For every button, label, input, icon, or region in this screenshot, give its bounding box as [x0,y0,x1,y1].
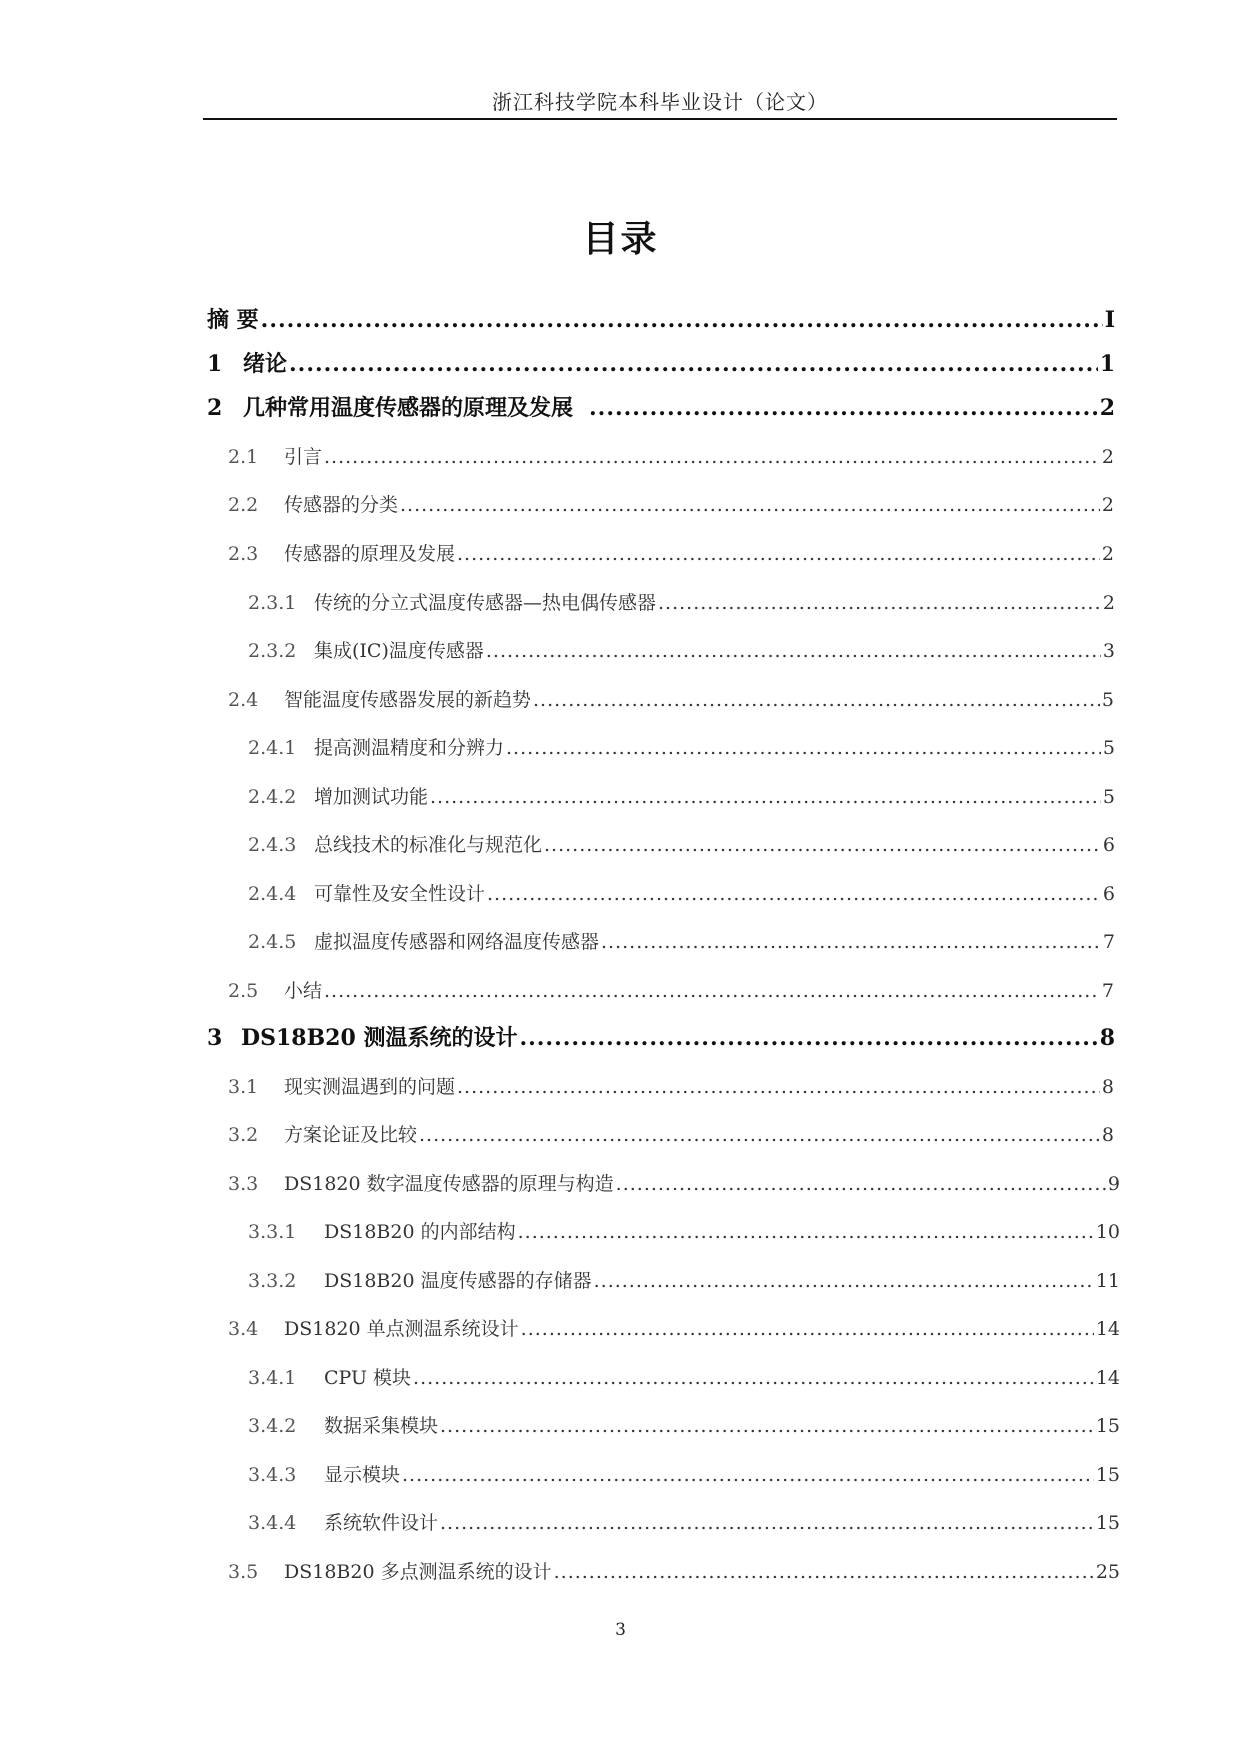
toc-entry-page: 2 [1101,446,1114,468]
toc-entry-number: 2.3.1 [248,592,297,614]
toc-entry-number: 2.3.2 [248,640,297,662]
toc-entry-page: 5 [1102,786,1115,808]
toc-entry[interactable] [248,829,1115,861]
toc-leader-dots [616,1168,1106,1200]
toc-leader-dots [261,304,1103,336]
toc-entry[interactable] [207,392,1115,424]
toc-entry-title: 传统的分立式温度传感器—热电偶传感器 [314,592,657,614]
toc-entry-title: 虚拟温度传感器和网络温度传感器 [314,931,600,953]
toc-entry-title: 集成(IC)温度传感器 [314,640,484,662]
toc-entry-page: 14 [1095,1318,1120,1340]
toc-leader-dots [487,878,1101,910]
toc-entry-title: DS18B20 测温系统的设计 [241,1025,518,1051]
toc-entry-page: 2 [1101,494,1114,516]
toc-entry-title: 小结 [284,980,323,1002]
toc-leader-dots [402,1459,1094,1491]
toc-leader-dots [506,732,1101,764]
toc-entry[interactable] [228,1313,1120,1345]
toc-entry-page: 6 [1102,834,1115,856]
toc-entry-page: 15 [1095,1512,1120,1534]
toc-entry-number: 3.5 [228,1561,259,1583]
toc-entry-page: 5 [1101,689,1114,711]
toc-leader-dots [440,1507,1094,1539]
toc-entry-number: 3.4.3 [248,1464,297,1486]
toc-entry[interactable] [207,348,1115,380]
toc-entry-title: 显示模块 [324,1464,401,1486]
toc-entry[interactable] [248,1410,1120,1442]
toc-entry-title: 提高测温精度和分辨力 [314,737,505,759]
toc-entry-title: 现实测温遇到的问题 [284,1076,456,1098]
toc-entry-number: 2.4.1 [248,737,297,759]
toc-entry-number: 2.3 [228,543,259,565]
toc-leader-dots [457,1071,1100,1103]
toc-entry-title: DS18B20 的内部结构 [324,1221,516,1243]
toc-entry-page: 1 [1099,351,1115,377]
running-header: 浙江科技学院本科毕业设计（论文） [492,90,828,114]
toc-entry-page: 8 [1101,1124,1114,1146]
toc-entry-title: 传感器的分类 [284,494,399,516]
toc-entry-page: 11 [1095,1270,1120,1292]
toc-leader-dots [544,829,1101,861]
toc-entry-number: 3.4 [228,1318,259,1340]
toc-entry-number: 摘 要 [207,307,259,333]
toc-entry[interactable] [248,1362,1120,1394]
toc-title: 目录 [582,218,659,260]
toc-entry-title: DS1820 单点测温系统设计 [284,1318,519,1340]
toc-entry-number: 3.2 [228,1124,259,1146]
toc-entry-number: 2 [207,395,223,421]
toc-entry-number: 2.5 [228,980,259,1002]
toc-leader-dots [658,587,1101,619]
toc-entry-page: 3 [1102,640,1115,662]
toc-entry-title: 传感器的原理及发展 [284,543,456,565]
toc-entry-number: 3.4.2 [248,1415,297,1437]
toc-entry-title: 数据采集模块 [324,1415,439,1437]
toc-entry-title: DS1820 数字温度传感器的原理与构造 [284,1173,614,1195]
toc-entry[interactable] [248,1459,1120,1491]
toc-leader-dots [413,1362,1094,1394]
toc-entry-number: 2.4.2 [248,786,297,808]
toc-entry-title: DS18B20 多点测温系统的设计 [284,1561,552,1583]
toc-leader-dots [457,538,1100,570]
toc-entry-number: 3.3 [228,1173,259,1195]
toc-leader-dots [589,392,1098,424]
toc-entry-title: 几种常用温度传感器的原理及发展 [243,395,574,421]
toc-entry-number: 2.4.3 [248,834,297,856]
toc-entry-number: 3.1 [228,1076,259,1098]
toc-entry-page: 9 [1107,1173,1120,1195]
toc-entry[interactable] [228,1168,1120,1200]
toc-entry-page: 7 [1101,980,1114,1002]
toc-entry-title: DS18B20 温度传感器的存储器 [324,1270,592,1292]
toc-entry[interactable] [248,1265,1120,1297]
toc-entry[interactable] [248,926,1115,958]
toc-entry-title: 总线技术的标准化与规范化 [314,834,543,856]
toc-leader-dots [324,975,1100,1007]
toc-entry-number: 2.4.4 [248,883,297,905]
toc-entry[interactable] [228,684,1114,716]
toc-leader-dots [601,926,1101,958]
toc-entry[interactable] [228,489,1114,521]
toc-leader-dots [518,1216,1094,1248]
toc-entry-number: 3.3.1 [248,1221,297,1243]
toc-entry[interactable] [228,1071,1114,1103]
toc-leader-dots [440,1410,1094,1442]
toc-entry-number: 2.4.5 [248,931,297,953]
toc-entry-page: 8 [1101,1076,1114,1098]
toc-entry-number: 1 [207,351,223,377]
toc-entry-page: 6 [1102,883,1115,905]
toc-leader-dots [400,489,1100,521]
toc-entry-title: 方案论证及比较 [284,1124,418,1146]
toc-entry-number: 3.4.4 [248,1512,297,1534]
toc-entry-title: 可靠性及安全性设计 [314,883,486,905]
toc-entry-page: 25 [1095,1561,1120,1583]
toc-leader-dots [430,781,1101,813]
toc-leader-dots [289,348,1098,380]
toc-entry-title: 引言 [284,446,323,468]
toc-entry-number: 3 [207,1025,223,1051]
toc-entry-page: 14 [1095,1367,1120,1389]
toc-leader-dots [324,441,1100,473]
toc-leader-dots [554,1556,1094,1588]
toc-leader-dots [419,1119,1100,1151]
toc-entry-page: 7 [1102,931,1115,953]
toc-entry-page: 5 [1102,737,1115,759]
toc-entry-title: CPU 模块 [324,1367,412,1389]
toc-entry[interactable] [248,781,1115,813]
toc-entry[interactable] [228,975,1114,1007]
toc-entry-number: 3.4.1 [248,1367,297,1389]
toc-entry[interactable] [248,587,1115,619]
toc-entry[interactable] [248,635,1115,667]
toc-entry-page: 8 [1099,1025,1115,1051]
toc-entry[interactable] [207,304,1115,336]
toc-leader-dots [521,1313,1094,1345]
toc-entry[interactable] [228,1119,1114,1151]
toc-leader-dots [486,635,1101,667]
toc-entry-title: 智能温度传感器发展的新趋势 [284,689,532,711]
toc-entry[interactable] [248,1507,1120,1539]
toc-entry-title: 绪论 [243,351,288,377]
toc-entry[interactable] [248,878,1115,910]
toc-leader-dots [594,1265,1094,1297]
toc-entry[interactable] [228,1556,1120,1588]
toc-entry-number: 2.4 [228,689,259,711]
toc-entry[interactable] [248,1216,1120,1248]
toc-entry-page: 15 [1095,1464,1120,1486]
toc-entry-number: 3.3.2 [248,1270,297,1292]
toc-leader-dots [519,1022,1097,1054]
toc-entry-page: 15 [1095,1415,1120,1437]
page-number: 3 [615,1620,626,1640]
toc-entry-page: 2 [1101,543,1114,565]
toc-entry[interactable] [248,732,1115,764]
toc-entry-page: I [1104,307,1115,333]
toc-entry-title: 增加测试功能 [314,786,429,808]
toc-leader-dots [533,684,1100,716]
toc-entry-page: 2 [1099,395,1115,421]
toc-entry-page: 2 [1102,592,1115,614]
toc-entry[interactable] [207,1022,1115,1054]
toc-entry-page: 10 [1095,1221,1120,1243]
toc-entry[interactable] [228,538,1114,570]
toc-entry[interactable] [228,441,1114,473]
toc-entry-number: 2.1 [228,446,259,468]
toc-entry-number: 2.2 [228,494,259,516]
toc-entry-title: 系统软件设计 [324,1512,439,1534]
